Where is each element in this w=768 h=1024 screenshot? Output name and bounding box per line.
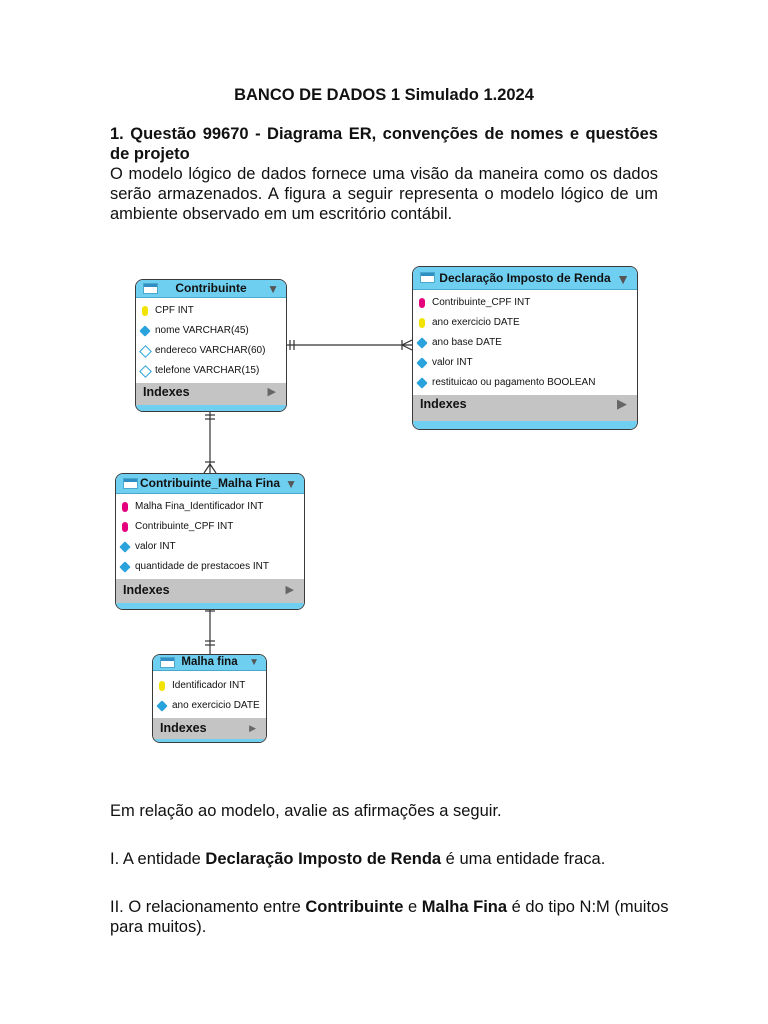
column-row bbox=[413, 333, 637, 353]
table-name: Contribuinte_Malha Fina bbox=[139, 476, 280, 490]
column-row bbox=[116, 557, 304, 577]
column-row bbox=[116, 537, 304, 557]
table-header bbox=[136, 280, 286, 298]
primary-key-icon bbox=[142, 306, 148, 316]
table-name: Declaração Imposto de Renda bbox=[439, 271, 611, 285]
statement-ii-suffix: é do tipo N:M (muitos para muitos). bbox=[110, 898, 669, 936]
table-contribuinte bbox=[135, 279, 287, 412]
not-null-diamond-icon bbox=[119, 541, 130, 552]
column-row bbox=[413, 373, 637, 393]
column-label: ano exercicio DATE bbox=[432, 317, 520, 328]
table-footer bbox=[153, 739, 266, 742]
nullable-diamond-icon bbox=[139, 365, 152, 378]
column-list bbox=[413, 290, 637, 395]
indexes-bar[interactable] bbox=[153, 718, 266, 739]
column-label: telefone VARCHAR(15) bbox=[155, 365, 260, 376]
collapse-triangle-icon[interactable]: ▼ bbox=[249, 657, 259, 668]
indexes-bar[interactable] bbox=[136, 383, 286, 405]
column-row bbox=[413, 313, 637, 333]
column-row bbox=[153, 676, 266, 696]
statement-ii bbox=[110, 897, 670, 937]
statement-ii-prefix: II. O relacionamento entre bbox=[110, 898, 306, 916]
column-row bbox=[413, 353, 637, 373]
statement-ii-block bbox=[110, 897, 670, 937]
statement-i-entity: Declaração Imposto de Renda bbox=[205, 850, 442, 868]
document-title: BANCO DE DADOS 1 Simulado 1.2024 bbox=[234, 86, 534, 104]
indexes-bar[interactable] bbox=[413, 395, 637, 421]
column-row bbox=[116, 517, 304, 537]
foreign-key-icon bbox=[419, 298, 425, 308]
table-contribuinte-malha-fina bbox=[115, 473, 305, 610]
expand-arrow-icon[interactable]: ▶ bbox=[617, 396, 627, 411]
primary-key-icon bbox=[159, 681, 165, 691]
column-label: CPF INT bbox=[155, 305, 194, 316]
not-null-diamond-icon bbox=[416, 337, 427, 348]
table-footer bbox=[116, 603, 304, 609]
rel-crow-foot-a bbox=[402, 340, 412, 345]
statement-ii-entity2: Malha Fina bbox=[421, 898, 508, 916]
table-icon bbox=[420, 272, 435, 283]
indexes-label: Indexes bbox=[160, 721, 207, 735]
column-label: Contribuinte_CPF INT bbox=[432, 297, 531, 308]
table-name: Malha fina bbox=[181, 656, 238, 668]
indexes-label: Indexes bbox=[123, 583, 170, 597]
not-null-diamond-icon bbox=[416, 377, 427, 388]
table-header bbox=[153, 655, 266, 671]
column-label: Malha Fina_Identificador INT bbox=[135, 501, 264, 512]
statements-intro-block bbox=[110, 801, 670, 821]
column-row bbox=[116, 497, 304, 517]
column-label: nome VARCHAR(45) bbox=[155, 325, 249, 336]
question-body: O modelo lógico de dados fornece uma visão da maneira como os dados serão armazenados. A figura a seguir representa o modelo lógico de um ambiente observado em um escritório contábil. bbox=[110, 165, 658, 223]
column-label: Identificador INT bbox=[172, 680, 246, 691]
column-row bbox=[136, 321, 286, 341]
not-null-diamond-icon bbox=[156, 700, 167, 711]
table-header bbox=[413, 267, 637, 290]
indexes-label: Indexes bbox=[143, 385, 190, 399]
table-footer bbox=[136, 405, 286, 411]
column-row bbox=[136, 361, 286, 381]
column-list bbox=[116, 494, 304, 579]
table-name: Contribuinte bbox=[175, 281, 247, 295]
column-label: quantidade de prestacoes INT bbox=[135, 561, 269, 572]
column-row bbox=[413, 293, 637, 313]
not-null-diamond-icon bbox=[416, 357, 427, 368]
column-label: Contribuinte_CPF INT bbox=[135, 521, 234, 532]
nullable-diamond-icon bbox=[139, 345, 152, 358]
primary-key-icon bbox=[419, 318, 425, 328]
question-heading: 1. Questão 99670 - Diagrama ER, convenções de nomes e questões de projeto bbox=[110, 125, 658, 163]
statement-i-prefix: I. A entidade bbox=[110, 850, 206, 868]
table-icon bbox=[160, 657, 175, 668]
column-label: valor INT bbox=[432, 357, 473, 368]
statement-i-suffix: é uma entidade fraca. bbox=[441, 850, 606, 868]
column-label: valor INT bbox=[135, 541, 176, 552]
collapse-triangle-icon[interactable]: ▼ bbox=[616, 271, 630, 287]
table-footer bbox=[413, 421, 637, 429]
table-header bbox=[116, 474, 304, 494]
column-list bbox=[136, 298, 286, 383]
column-row bbox=[153, 696, 266, 716]
column-row bbox=[136, 301, 286, 321]
collapse-triangle-icon[interactable]: ▼ bbox=[285, 477, 297, 491]
column-label: ano exercicio DATE bbox=[172, 700, 260, 711]
foreign-key-icon bbox=[122, 522, 128, 532]
collapse-triangle-icon[interactable]: ▼ bbox=[267, 282, 279, 296]
indexes-bar[interactable] bbox=[116, 579, 304, 603]
statement-ii-middle: e bbox=[403, 898, 422, 916]
statements-intro: Em relação ao modelo, avalie as afirmações a seguir. bbox=[110, 802, 502, 820]
foreign-key-icon bbox=[122, 502, 128, 512]
table-declaracao-imposto-de-renda bbox=[412, 266, 638, 430]
table-icon bbox=[143, 283, 158, 294]
column-row bbox=[136, 341, 286, 361]
expand-arrow-icon[interactable]: ▶ bbox=[267, 386, 276, 398]
rel-crow-foot-b bbox=[402, 345, 412, 350]
column-label: ano base DATE bbox=[432, 337, 502, 348]
statement-i bbox=[110, 849, 670, 869]
column-label: restituicao ou pagamento BOOLEAN bbox=[432, 377, 596, 388]
expand-arrow-icon[interactable]: ▶ bbox=[285, 584, 294, 596]
table-icon bbox=[123, 478, 138, 489]
table-malha-fina bbox=[152, 654, 267, 743]
expand-arrow-icon[interactable]: ▶ bbox=[249, 723, 256, 733]
rel-crow-foot-d bbox=[210, 464, 216, 473]
statement-ii-entity1: Contribuinte bbox=[305, 898, 404, 916]
not-null-diamond-icon bbox=[139, 325, 150, 336]
not-null-diamond-icon bbox=[119, 561, 130, 572]
indexes-label: Indexes bbox=[420, 397, 467, 411]
statement-i-block bbox=[110, 849, 670, 869]
rel-crow-foot-c bbox=[204, 464, 210, 473]
column-label: endereco VARCHAR(60) bbox=[155, 345, 266, 356]
column-list bbox=[153, 671, 266, 718]
